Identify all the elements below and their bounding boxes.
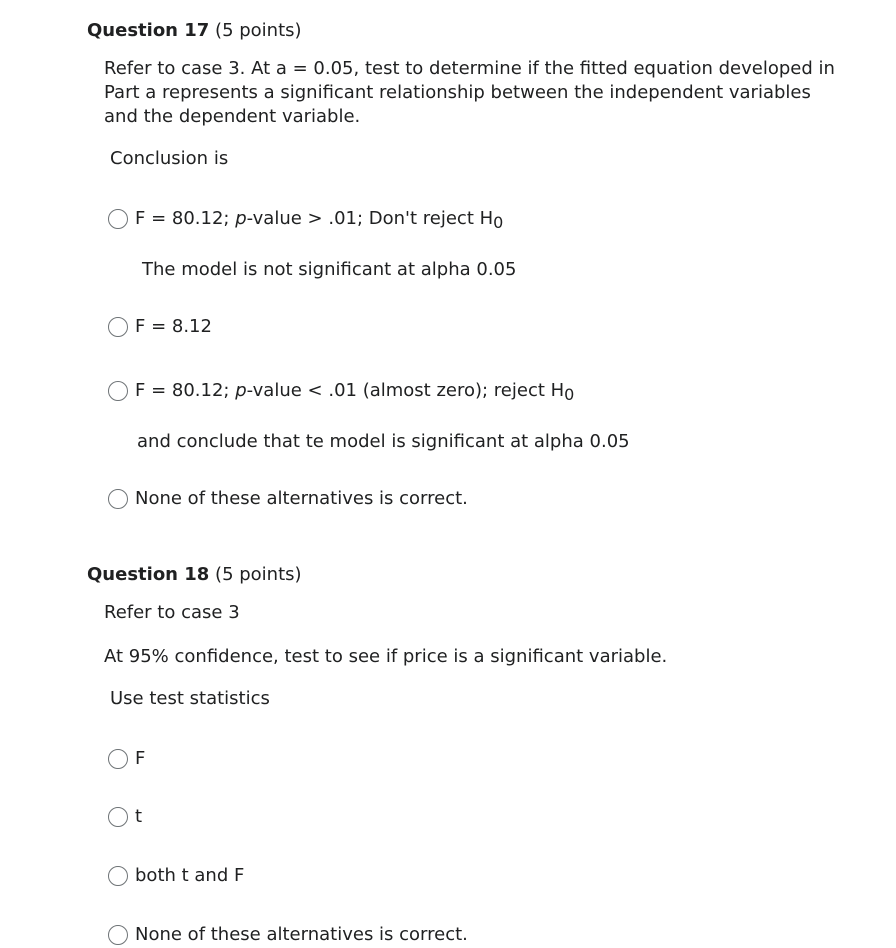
q18-option-1[interactable] xyxy=(108,748,145,769)
question-17-prompt xyxy=(104,57,835,129)
q18-option-3-radio[interactable] xyxy=(108,866,128,886)
question-17-points: (5 points) xyxy=(215,20,302,41)
question-18-number: Question 18 xyxy=(87,564,210,585)
q18-option-4-radio[interactable] xyxy=(108,925,128,945)
q17-option-2-label: F = 8.12 xyxy=(135,316,212,337)
q17-option-1[interactable] xyxy=(108,208,504,232)
q17-option-3-radio[interactable] xyxy=(108,381,128,401)
q17-option-1-radio[interactable] xyxy=(108,209,128,229)
q17-option-4[interactable] xyxy=(108,488,468,509)
question-18-prompt-2: At 95% confidence, test to see if price is a significant variable. xyxy=(104,646,668,667)
q18-option-3-label: both t and F xyxy=(135,865,245,886)
q18-option-1-label: F xyxy=(135,748,146,769)
question-17-title xyxy=(87,20,302,41)
question-18-title xyxy=(87,564,302,585)
q18-option-2-radio[interactable] xyxy=(108,807,128,827)
q17-option-4-label: None of these alternatives is correct. xyxy=(135,488,468,509)
question-18-points: (5 points) xyxy=(215,564,302,585)
question-18-prompt: Refer to case 3 xyxy=(104,602,240,623)
q17-option-4-radio[interactable] xyxy=(108,489,128,509)
q18-option-4-label: None of these alternatives is correct. xyxy=(135,924,468,945)
question-17-sub-prompt: Conclusion is xyxy=(110,148,229,169)
q17-option-1-label: F = 80.12; p-value > .01; Don't reject H0 xyxy=(135,208,504,232)
q18-option-3[interactable] xyxy=(108,865,244,886)
question-17-prompt-line-3: and the dependent variable. xyxy=(104,106,361,127)
q17-option-3-note: and conclude that te model is significant at alpha 0.05 xyxy=(137,431,630,452)
question-17-number: Question 17 xyxy=(87,20,210,41)
question-17-prompt-line-1: Refer to case 3. At a = 0.05, test to determine if the fitted equation developed in xyxy=(104,58,835,79)
question-17-prompt-line-2: Part a represents a significant relationship between the independent variables xyxy=(104,82,811,103)
q17-option-3[interactable] xyxy=(108,380,575,404)
q17-option-1-note: The model is not significant at alpha 0.05 xyxy=(142,259,517,280)
q18-option-1-radio[interactable] xyxy=(108,749,128,769)
question-18-sub-prompt: Use test statistics xyxy=(110,688,270,709)
q17-option-2[interactable] xyxy=(108,316,212,337)
q18-option-2-label: t xyxy=(135,806,143,827)
q18-option-2[interactable] xyxy=(108,806,142,827)
q17-option-2-radio[interactable] xyxy=(108,317,128,337)
q17-option-3-label: F = 80.12; p-value < .01 (almost zero); reject H0 xyxy=(135,380,575,404)
q18-option-4[interactable] xyxy=(108,924,468,945)
